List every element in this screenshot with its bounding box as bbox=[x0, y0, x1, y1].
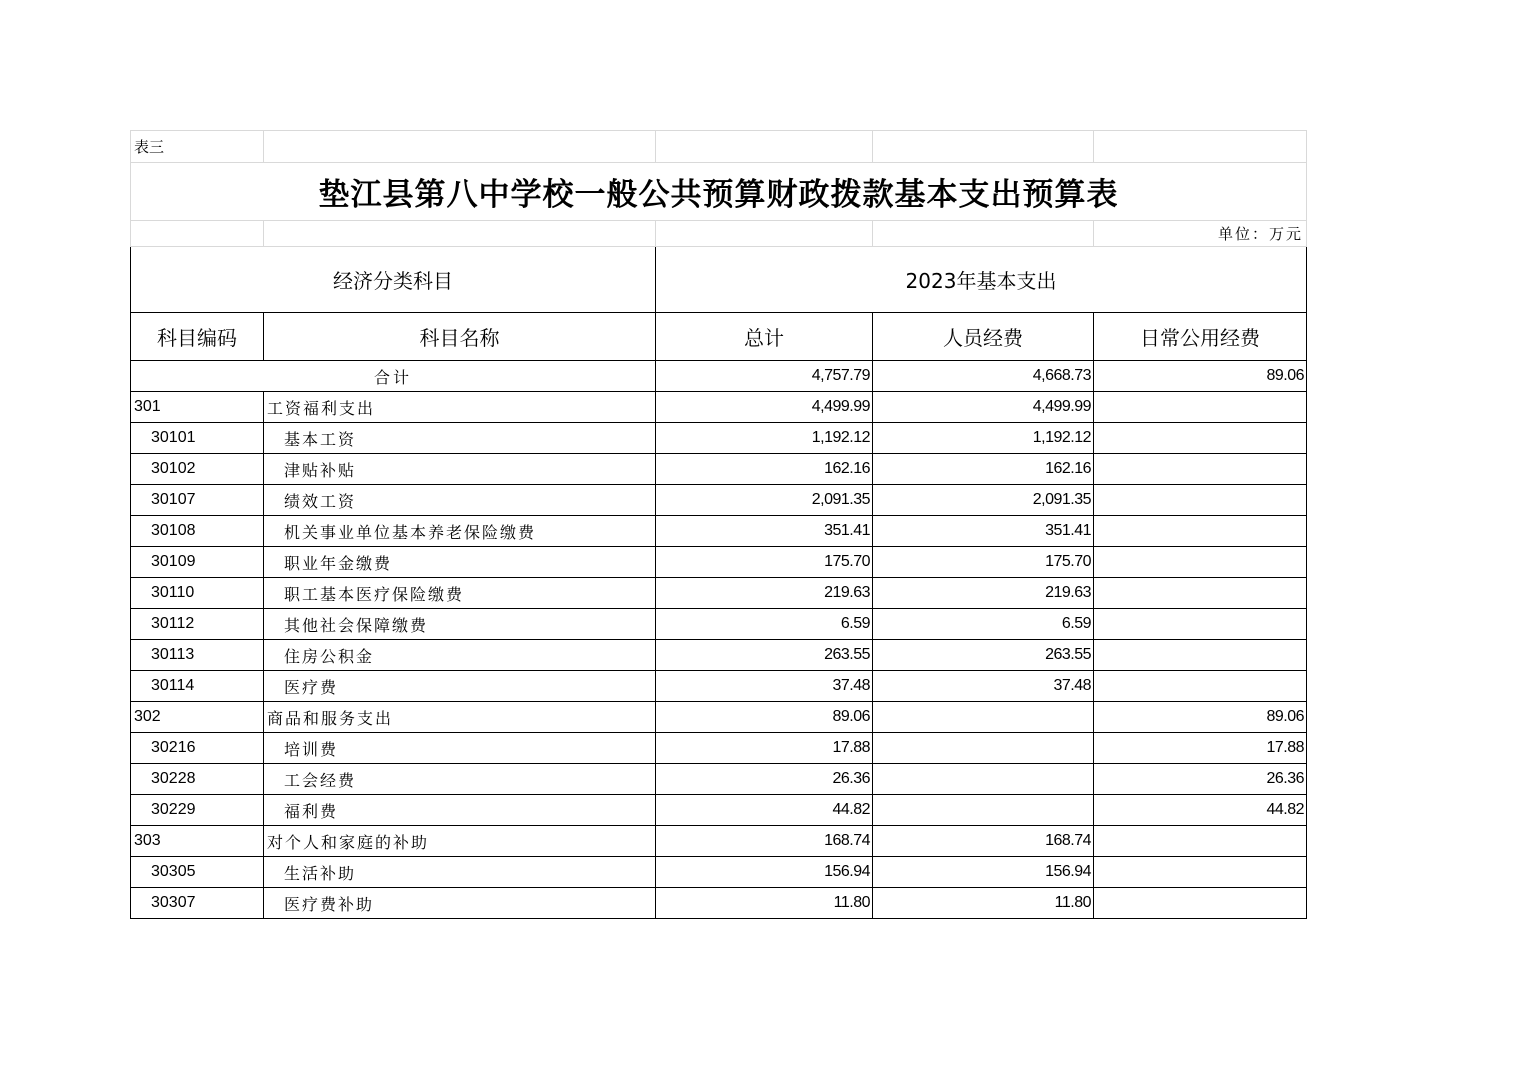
row-public bbox=[1094, 826, 1307, 857]
row-public: 44.82 bbox=[1094, 795, 1307, 826]
row-code: 30107 bbox=[131, 485, 264, 516]
row-total: 11.80 bbox=[656, 888, 873, 919]
budget-table bbox=[130, 130, 1307, 919]
header-columns-row bbox=[131, 313, 1307, 361]
table-row bbox=[131, 516, 1307, 547]
row-code: 302 bbox=[131, 702, 264, 733]
row-name: 培训费 bbox=[264, 733, 656, 764]
row-total: 2,091.35 bbox=[656, 485, 873, 516]
table-label: 表三 bbox=[131, 131, 264, 163]
table-row bbox=[131, 423, 1307, 454]
row-personnel: 1,192.12 bbox=[873, 423, 1094, 454]
row-personnel: 263.55 bbox=[873, 640, 1094, 671]
row-personnel: 351.41 bbox=[873, 516, 1094, 547]
total-public: 89.06 bbox=[1094, 361, 1307, 392]
row-personnel: 6.59 bbox=[873, 609, 1094, 640]
row-total: 44.82 bbox=[656, 795, 873, 826]
header-total: 总计 bbox=[656, 313, 873, 361]
table-row bbox=[131, 671, 1307, 702]
row-total: 6.59 bbox=[656, 609, 873, 640]
row-code: 30108 bbox=[131, 516, 264, 547]
row-total: 219.63 bbox=[656, 578, 873, 609]
row-code: 303 bbox=[131, 826, 264, 857]
header-group-row bbox=[131, 247, 1307, 313]
row-public bbox=[1094, 671, 1307, 702]
row-total: 175.70 bbox=[656, 547, 873, 578]
row-name: 对个人和家庭的补助 bbox=[264, 826, 656, 857]
header-personnel: 人员经费 bbox=[873, 313, 1094, 361]
row-personnel bbox=[873, 733, 1094, 764]
row-personnel: 162.16 bbox=[873, 454, 1094, 485]
row-public bbox=[1094, 578, 1307, 609]
table-row bbox=[131, 578, 1307, 609]
row-code: 30113 bbox=[131, 640, 264, 671]
header-name: 科目名称 bbox=[264, 313, 656, 361]
row-code: 30216 bbox=[131, 733, 264, 764]
row-public bbox=[1094, 392, 1307, 423]
table-row bbox=[131, 764, 1307, 795]
row-personnel: 2,091.35 bbox=[873, 485, 1094, 516]
row-personnel: 168.74 bbox=[873, 826, 1094, 857]
table-row bbox=[131, 857, 1307, 888]
budget-sheet bbox=[130, 130, 1306, 919]
table-row bbox=[131, 702, 1307, 733]
row-public bbox=[1094, 640, 1307, 671]
row-code: 30307 bbox=[131, 888, 264, 919]
table-row bbox=[131, 485, 1307, 516]
row-name: 基本工资 bbox=[264, 423, 656, 454]
header-code: 科目编码 bbox=[131, 313, 264, 361]
row-code: 30228 bbox=[131, 764, 264, 795]
table-row bbox=[131, 795, 1307, 826]
row-public: 89.06 bbox=[1094, 702, 1307, 733]
row-name: 职业年金缴费 bbox=[264, 547, 656, 578]
row-name: 生活补助 bbox=[264, 857, 656, 888]
header-basic-expenditure: 2023年基本支出 bbox=[656, 247, 1307, 313]
row-name: 医疗费 bbox=[264, 671, 656, 702]
row-total: 263.55 bbox=[656, 640, 873, 671]
row-name: 工资福利支出 bbox=[264, 392, 656, 423]
row-name: 机关事业单位基本养老保险缴费 bbox=[264, 516, 656, 547]
row-name: 福利费 bbox=[264, 795, 656, 826]
page-title: 垫江县第八中学校一般公共预算财政拨款基本支出预算表 bbox=[131, 163, 1307, 221]
row-name: 职工基本医疗保险缴费 bbox=[264, 578, 656, 609]
unit-row bbox=[131, 221, 1307, 247]
row-public bbox=[1094, 516, 1307, 547]
table-row bbox=[131, 609, 1307, 640]
row-public bbox=[1094, 547, 1307, 578]
row-personnel bbox=[873, 795, 1094, 826]
title-row bbox=[131, 163, 1307, 221]
table-row bbox=[131, 733, 1307, 764]
row-name: 其他社会保障缴费 bbox=[264, 609, 656, 640]
row-total: 168.74 bbox=[656, 826, 873, 857]
total-label: 合计 bbox=[131, 361, 656, 392]
row-code: 30305 bbox=[131, 857, 264, 888]
row-public bbox=[1094, 454, 1307, 485]
row-personnel: 4,499.99 bbox=[873, 392, 1094, 423]
row-personnel: 156.94 bbox=[873, 857, 1094, 888]
row-public: 17.88 bbox=[1094, 733, 1307, 764]
row-total: 89.06 bbox=[656, 702, 873, 733]
row-total: 1,192.12 bbox=[656, 423, 873, 454]
row-name: 医疗费补助 bbox=[264, 888, 656, 919]
row-code: 30112 bbox=[131, 609, 264, 640]
table-row bbox=[131, 547, 1307, 578]
row-total: 162.16 bbox=[656, 454, 873, 485]
table-row bbox=[131, 640, 1307, 671]
row-total: 351.41 bbox=[656, 516, 873, 547]
row-code: 301 bbox=[131, 392, 264, 423]
row-code: 30114 bbox=[131, 671, 264, 702]
table-row bbox=[131, 454, 1307, 485]
row-code: 30101 bbox=[131, 423, 264, 454]
row-public bbox=[1094, 857, 1307, 888]
unit-label: 单位：万元 bbox=[1094, 221, 1307, 247]
row-public bbox=[1094, 888, 1307, 919]
header-economic-category: 经济分类科目 bbox=[131, 247, 656, 313]
row-name: 津贴补贴 bbox=[264, 454, 656, 485]
row-total: 17.88 bbox=[656, 733, 873, 764]
row-code: 30229 bbox=[131, 795, 264, 826]
row-code: 30110 bbox=[131, 578, 264, 609]
row-public: 26.36 bbox=[1094, 764, 1307, 795]
row-personnel bbox=[873, 764, 1094, 795]
row-code: 30102 bbox=[131, 454, 264, 485]
row-name: 工会经费 bbox=[264, 764, 656, 795]
total-row bbox=[131, 361, 1307, 392]
table-row bbox=[131, 826, 1307, 857]
total-total: 4,757.79 bbox=[656, 361, 873, 392]
table-label-row bbox=[131, 131, 1307, 163]
row-name: 商品和服务支出 bbox=[264, 702, 656, 733]
row-public bbox=[1094, 609, 1307, 640]
header-public: 日常公用经费 bbox=[1094, 313, 1307, 361]
row-total: 26.36 bbox=[656, 764, 873, 795]
table-row bbox=[131, 392, 1307, 423]
row-personnel: 219.63 bbox=[873, 578, 1094, 609]
row-personnel: 175.70 bbox=[873, 547, 1094, 578]
row-total: 37.48 bbox=[656, 671, 873, 702]
table-row bbox=[131, 888, 1307, 919]
total-personnel: 4,668.73 bbox=[873, 361, 1094, 392]
row-total: 4,499.99 bbox=[656, 392, 873, 423]
row-public bbox=[1094, 423, 1307, 454]
row-personnel: 11.80 bbox=[873, 888, 1094, 919]
row-name: 住房公积金 bbox=[264, 640, 656, 671]
row-personnel bbox=[873, 702, 1094, 733]
row-total: 156.94 bbox=[656, 857, 873, 888]
row-name: 绩效工资 bbox=[264, 485, 656, 516]
row-code: 30109 bbox=[131, 547, 264, 578]
row-personnel: 37.48 bbox=[873, 671, 1094, 702]
row-public bbox=[1094, 485, 1307, 516]
